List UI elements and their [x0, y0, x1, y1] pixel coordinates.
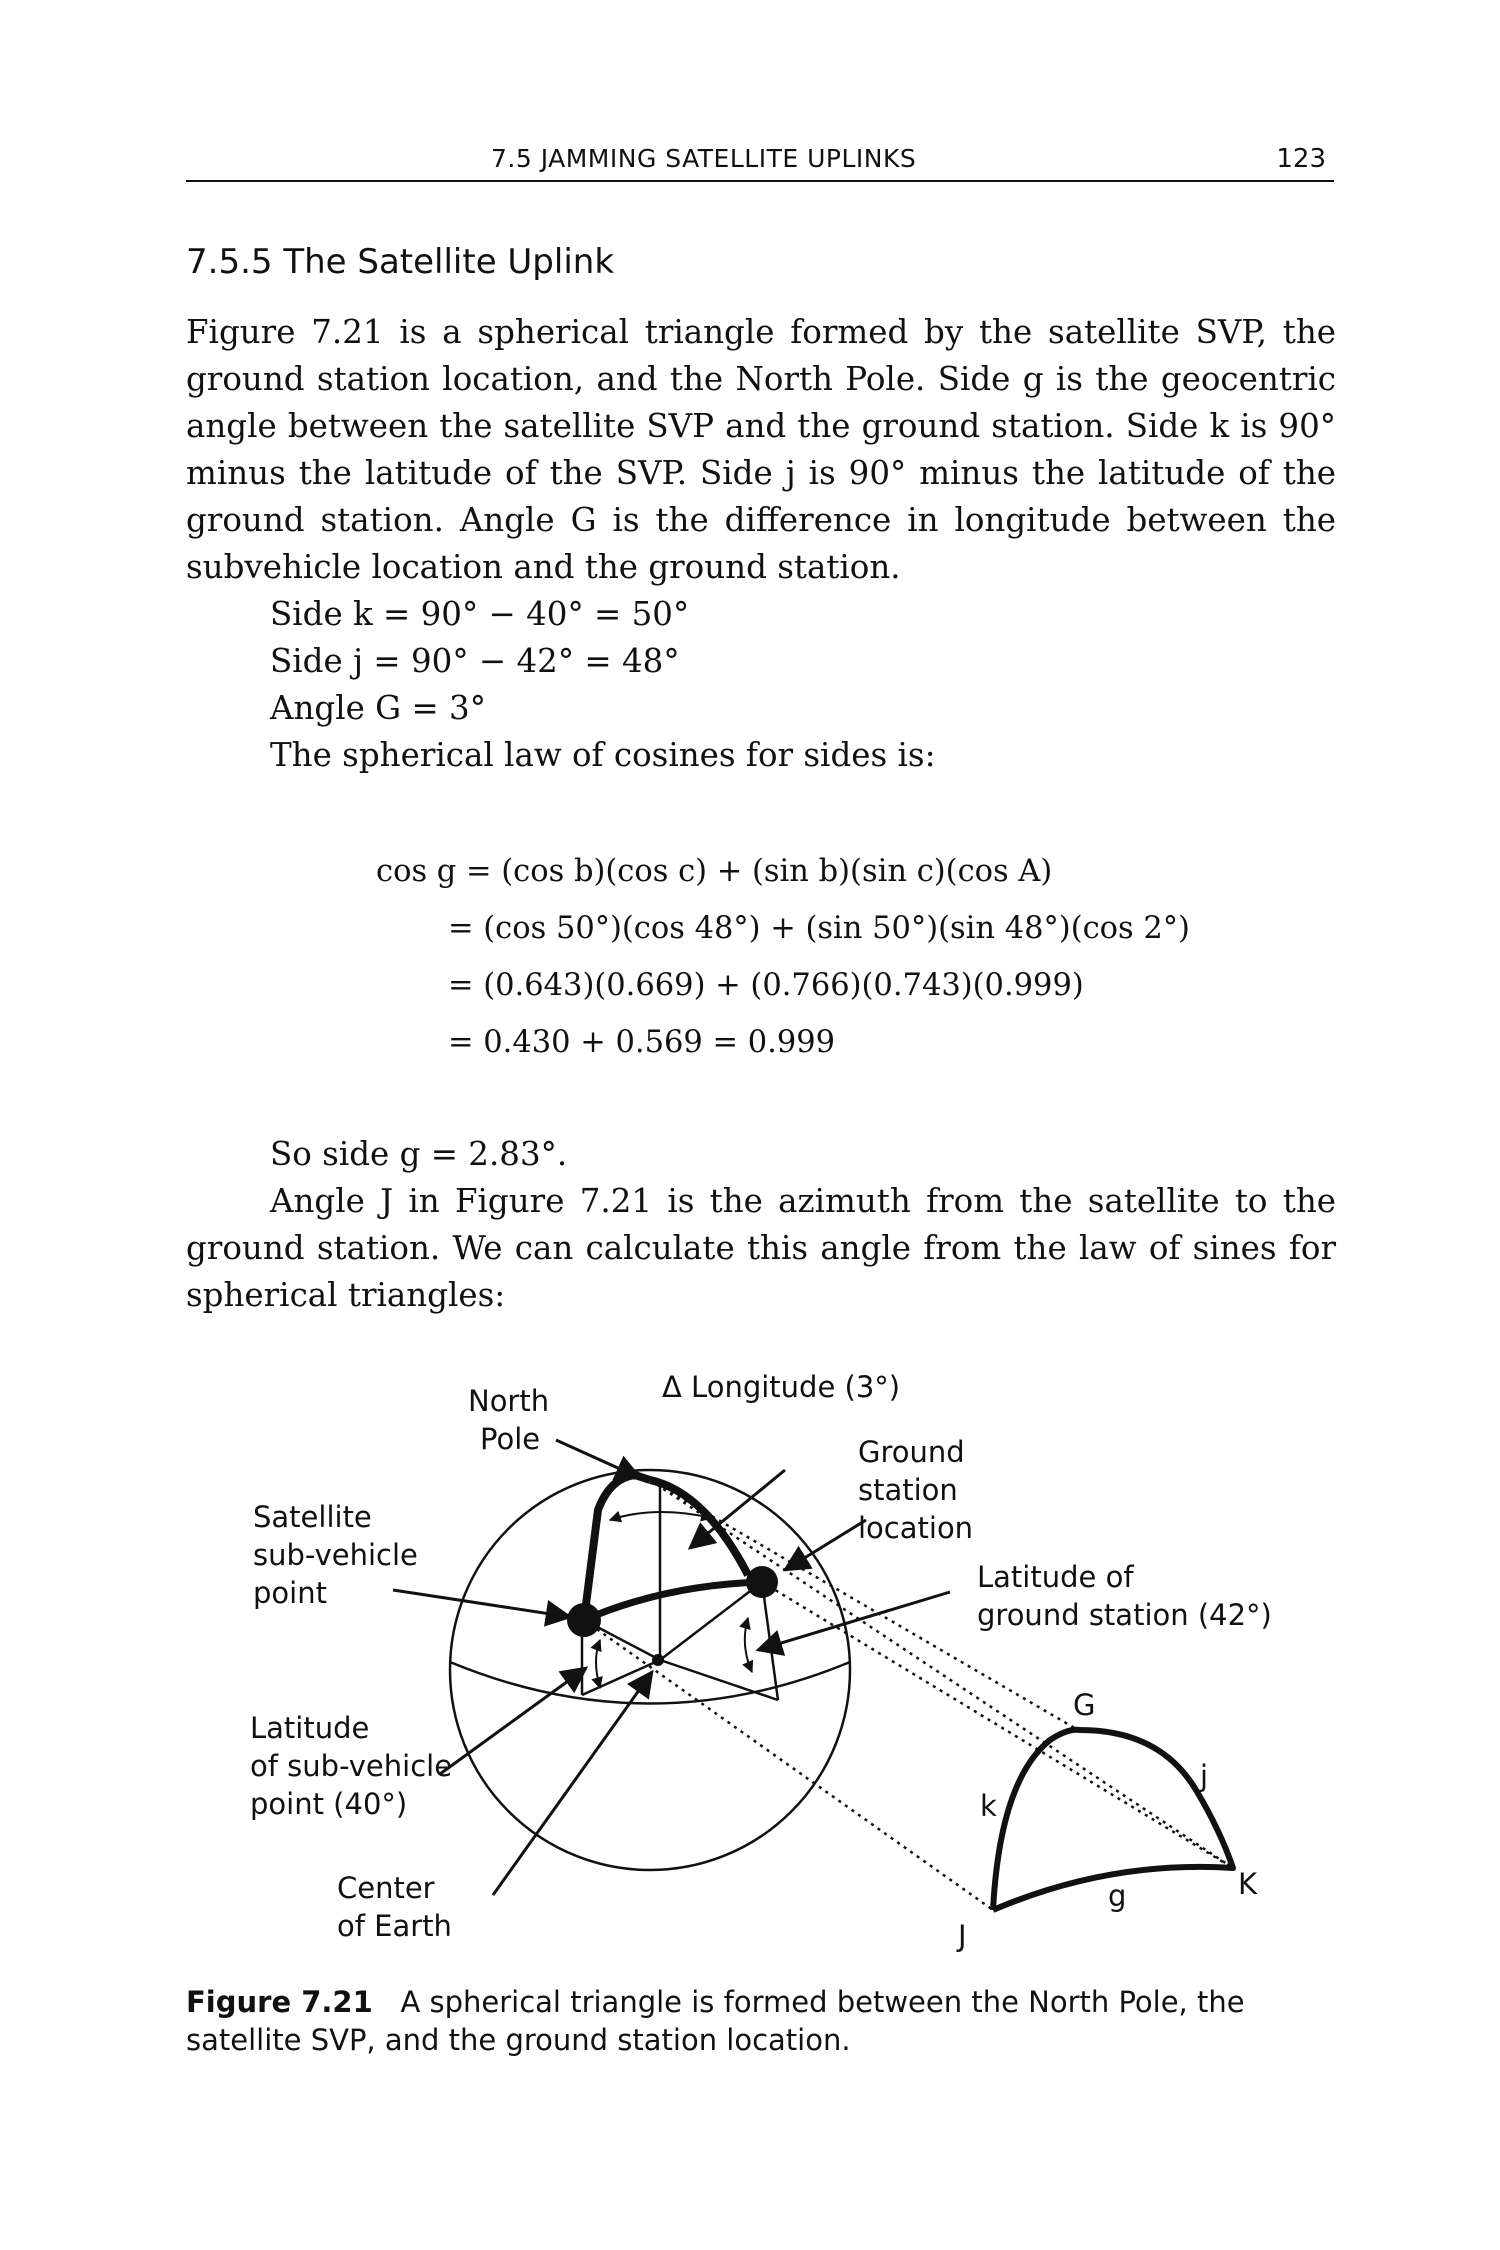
intro-line-6: subvehicle location and the ground station.: [186, 548, 901, 586]
figure-caption: [186, 1983, 1336, 2059]
cosine-intro-line: The spherical law of cosines for sides is:: [270, 736, 936, 774]
caption-text: A spherical triangle is formed between the North Pole, the satellite SVP, and the ground station location.: [186, 1985, 1245, 2057]
label-ground: Ground: [858, 1435, 965, 1469]
label-sub-vehicle: sub-vehicle: [253, 1538, 418, 1572]
radius-to-equator-right: [660, 1660, 778, 1700]
label-center: Center: [337, 1871, 435, 1905]
intro-line-5: ground station. Angle G is the difference in longitude between the: [186, 501, 1336, 539]
label-north: North: [468, 1384, 550, 1418]
earth-sphere: [450, 1470, 850, 1870]
latitude-40-angle-arc: [596, 1640, 600, 1688]
ground-station-leader: [785, 1520, 866, 1570]
intro-line-3: angle between the satellite SVP and the ground station. Side k is 90°: [186, 407, 1336, 445]
label-station: station: [858, 1473, 958, 1507]
intro-line-4: minus the latitude of the SVP. Side j is 90° minus the latitude of the: [186, 454, 1336, 492]
label-ground-station-42: ground station (42°): [977, 1598, 1272, 1632]
center-of-earth-leader: [493, 1672, 652, 1895]
satellite-svp-leader: [393, 1590, 570, 1617]
earth-center-dot: [652, 1654, 664, 1666]
label-delta-longitude: Δ Longitude (3°): [662, 1370, 901, 1404]
label-point: point: [253, 1576, 327, 1610]
label-vertex-j: J: [958, 1919, 967, 1953]
label-pole: Pole: [480, 1422, 541, 1456]
side-k-line: Side k = 90° − 40° = 50°: [270, 595, 690, 633]
label-satellite: Satellite: [253, 1500, 372, 1534]
label-latitude: Latitude: [250, 1711, 370, 1745]
label-side-g: g: [1108, 1879, 1127, 1913]
azimuth-line-1: Angle J in Figure 7.21 is the azimuth from the satellite to the: [270, 1182, 1336, 1220]
intro-line-2: ground station location, and the North Pole. Side g is the geocentric: [186, 360, 1336, 398]
label-of-earth: of Earth: [337, 1909, 452, 1943]
caption-label: Figure 7.21: [186, 1985, 373, 2019]
label-point-40: point (40°): [250, 1787, 408, 1821]
angle-g-line: Angle G = 3°: [270, 689, 486, 727]
label-side-j: j: [1200, 1759, 1209, 1793]
label-latitude-of: Latitude of: [977, 1560, 1134, 1594]
intro-line-1: Figure 7.21 is a spherical triangle formed by the satellite SVP, the: [186, 313, 1336, 351]
azimuth-line-2: ground station. We can calculate this angle from the law of sines for: [186, 1229, 1336, 1267]
label-vertex-g: G: [1073, 1688, 1096, 1722]
latitude-ground-leader: [758, 1592, 950, 1650]
result-line: So side g = 2.83°.: [270, 1135, 568, 1173]
latitude-42-angle-arc: [745, 1618, 752, 1672]
north-pole-leader: [556, 1440, 640, 1478]
section-heading: 7.5.5 The Satellite Uplink: [186, 242, 615, 282]
equation-line-3: = (0.643)(0.669) + (0.766)(0.743)(0.999): [448, 968, 1084, 1003]
ground-meridian-arc: [650, 1480, 748, 1575]
running-title: 7.5 JAMMING SATELLITE UPLINKS: [491, 144, 917, 173]
azimuth-line-3: spherical triangles:: [186, 1276, 506, 1314]
projection-satellite-to-j: [584, 1620, 993, 1910]
equation-line-2: = (cos 50°)(cos 48°) + (sin 50°)(sin 48°)(cos 2°): [448, 911, 1190, 946]
ground-meridian-extension: [762, 1582, 778, 1700]
label-side-k: k: [980, 1789, 997, 1823]
equation-line-4: = 0.430 + 0.569 = 0.999: [448, 1025, 836, 1060]
label-of-sub-vehicle: of sub-vehicle: [250, 1749, 453, 1783]
side-j-line: Side j = 90° − 42° = 48°: [270, 642, 680, 680]
equation-line-1: cos g = (cos b)(cos c) + (sin b)(sin c)(cos A): [376, 854, 1053, 889]
page-number: 123: [1276, 144, 1326, 174]
label-vertex-k: K: [1238, 1867, 1258, 1901]
label-location: location: [858, 1511, 974, 1545]
